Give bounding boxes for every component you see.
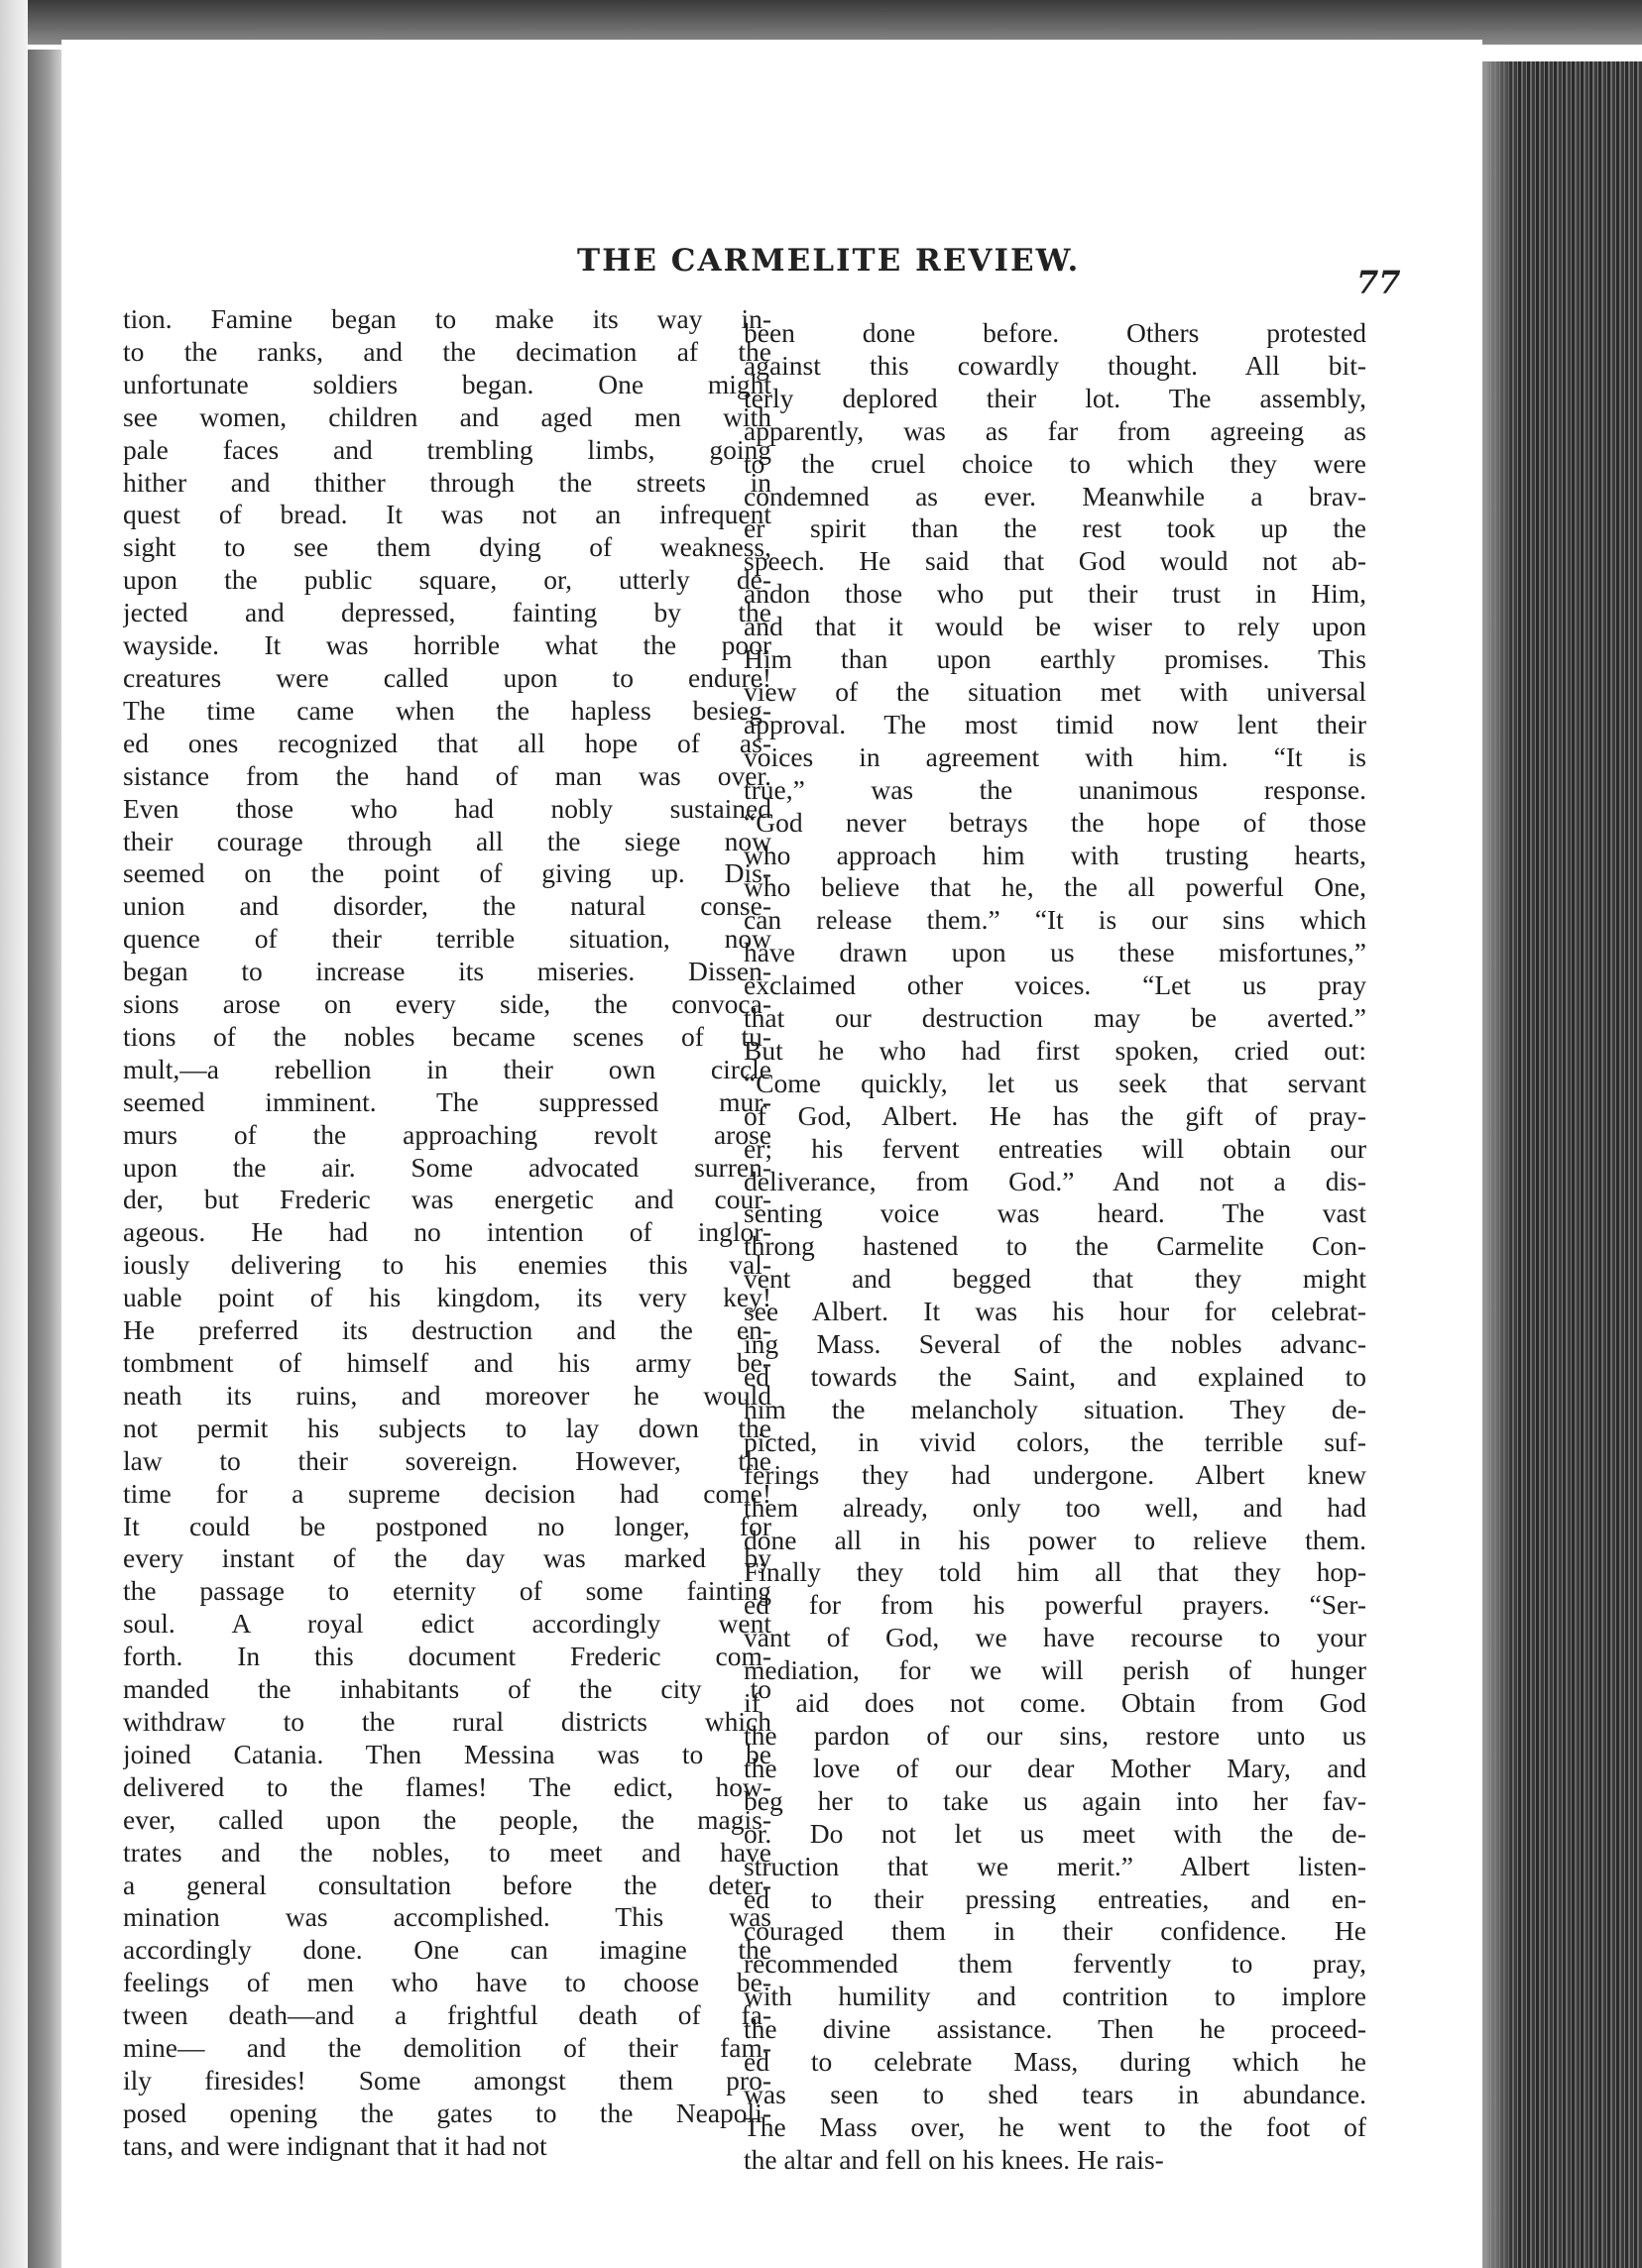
book-binding-edge: [28, 50, 61, 2268]
text-line: delivered to the flames! The edict, how-: [123, 1770, 771, 1802]
text-line: tans, and were indignant that it had not: [123, 2129, 547, 2161]
text-line: who approach him with trusting hearts,: [744, 839, 1366, 870]
text-line: terly deplored their lot. The assembly,: [744, 382, 1366, 413]
text-line: the altar and fell on his knees. He rais-: [744, 2143, 1164, 2175]
text-line: tombment of himself and his army be-: [123, 1347, 771, 1378]
text-line: mine— and the demolition of their fam-: [123, 2032, 771, 2064]
running-head: THE CARMELITE REVIEW.: [577, 243, 1081, 279]
text-line: uable point of his kingdom, its very key!: [123, 1282, 771, 1313]
text-line: throng hastened to the Carmelite Con-: [744, 1230, 1366, 1262]
text-line: the divine assistance. Then he proceed-: [744, 2013, 1366, 2045]
text-line: der, but Frederic was energetic and cour-: [123, 1184, 771, 1215]
book-page: [61, 40, 1482, 2268]
text-line: sions arose on every side, the convoca-: [123, 988, 771, 1020]
text-line: ed ones recognized that all hope of as-: [123, 727, 771, 758]
text-line: mination was accomplished. This was: [123, 1901, 771, 1933]
text-line: er; his fervent entreaties will obtain our: [744, 1132, 1366, 1164]
text-line: senting voice was heard. The vast: [744, 1197, 1366, 1229]
text-line: forth. In this document Frederic com-: [123, 1641, 771, 1672]
text-line: time for a supreme decision had come!: [123, 1477, 771, 1509]
text-line: began to increase its miseries. Dissen-: [123, 956, 771, 987]
text-line: speech. He said that God would not ab-: [744, 545, 1366, 577]
text-line: vant of God, we have recourse to your: [744, 1622, 1366, 1653]
text-line: approval. The most timid now lent their: [744, 708, 1366, 739]
text-line: deliverance, from God.” And not a dis-: [744, 1165, 1366, 1196]
text-line: who believe that he, the all powerful One,: [744, 871, 1366, 903]
text-line: andon those who put their trust in Him,: [744, 578, 1366, 610]
text-line: sistance from the hand of man was over.: [123, 759, 771, 791]
text-line: ing Mass. Several of the nobles advanc-: [744, 1328, 1366, 1360]
text-line: the passage to eternity of some fainting: [123, 1575, 771, 1607]
text-line: to the ranks, and the decimation af the: [123, 335, 771, 367]
text-line: joined Catania. Then Messina was to be: [123, 1738, 771, 1769]
text-line: law to their sovereign. However, the: [123, 1444, 771, 1476]
text-line: recommended them fervently to pray,: [744, 1948, 1366, 1980]
text-line: him the melancholy situation. They de-: [744, 1393, 1366, 1424]
right-text-column: [744, 317, 1366, 2177]
text-line: voices in agreement with him. “It is: [744, 740, 1366, 772]
text-line: picted, in vivid colors, the terrible suf-: [744, 1425, 1366, 1457]
text-line: done all in his power to relieve them.: [744, 1524, 1366, 1555]
page-number: 77: [1356, 264, 1401, 301]
text-line: sight to see them dying of weakness,: [123, 531, 771, 563]
text-line: trates and the nobles, to meet and have: [123, 1836, 771, 1868]
text-line: ed to their pressing entreaties, and en-: [744, 1882, 1366, 1914]
text-line: withdraw to the rural districts which: [123, 1705, 771, 1737]
text-line: can release them.” “It is our sins which: [744, 904, 1366, 936]
text-line: to the cruel choice to which they were: [744, 447, 1366, 479]
text-line: seemed imminent. The suppressed mur-: [123, 1085, 771, 1117]
text-line: ageous. He had no intention of inglor-: [123, 1216, 771, 1248]
text-line: or. Do not let us meet with the de-: [744, 1817, 1366, 1849]
text-line: view of the situation met with universal: [744, 675, 1366, 707]
text-line: hither and thither through the streets in: [123, 466, 771, 498]
text-line: upon the public square, or, utterly de-: [123, 564, 771, 596]
text-line: Even those who had nobly sustained: [123, 792, 771, 824]
text-line: manded the inhabitants of the city to: [123, 1673, 771, 1705]
text-line: ferings they had undergone. Albert knew: [744, 1458, 1366, 1490]
text-line: mult,—a rebellion in their own circle: [123, 1053, 771, 1084]
text-line: It could be postponed no longer, for: [123, 1510, 771, 1541]
text-line: “God never betrays the hope of those: [744, 806, 1366, 838]
scan-left-margin: [0, 0, 28, 2268]
text-line: upon the air. Some advocated surren-: [123, 1151, 771, 1183]
text-line: struction that we merit.” Albert listen-: [744, 1850, 1366, 1881]
text-line: ed for from his powerful prayers. “Ser-: [744, 1589, 1366, 1621]
text-line: their courage through all the siege now: [123, 825, 771, 856]
text-line: murs of the approaching revolt arose: [123, 1118, 771, 1150]
page-edge-shadow: [1482, 61, 1512, 2268]
text-line: was seen to shed tears in abundance.: [744, 2078, 1366, 2109]
text-line: The Mass over, he went to the foot of: [744, 2110, 1366, 2142]
text-line: see Albert. It was his hour for celebrat-: [744, 1296, 1366, 1327]
text-line: been done before. Others protested: [744, 317, 1366, 348]
text-line: er spirit than the rest took up the: [744, 512, 1366, 544]
text-line: He preferred its destruction and the en-: [123, 1314, 771, 1346]
text-line: quest of bread. It was not an infrequent: [123, 499, 771, 530]
text-line: wayside. It was horrible what the poor: [123, 629, 771, 661]
text-line: But he who had first spoken, cried out:: [744, 1034, 1366, 1066]
text-line: pale faces and trembling limbs, going: [123, 433, 771, 465]
text-line: union and disorder, the natural conse-: [123, 890, 771, 922]
text-line: a general consultation before the deter-: [123, 1869, 771, 1900]
text-line: against this cowardly thought. All bit-: [744, 349, 1366, 381]
text-line: of God, Albert. He has the gift of pray-: [744, 1099, 1366, 1131]
text-line: posed opening the gates to the Neapoli-: [123, 2097, 771, 2128]
text-line: with humility and contrition to implore: [744, 1981, 1366, 2012]
text-line: vent and begged that they might: [744, 1263, 1366, 1295]
text-line: iously delivering to his enemies this val-: [123, 1249, 771, 1281]
text-line: soul. A royal edict accordingly went: [123, 1608, 771, 1640]
text-line: the love of our dear Mother Mary, and: [744, 1752, 1366, 1783]
text-line: see women, children and aged men with: [123, 400, 771, 432]
text-line: exclaimed other voices. “Let us pray: [744, 969, 1366, 1001]
text-line: true,” was the unanimous response.: [744, 773, 1366, 805]
text-line: couraged them in their confidence. He: [744, 1915, 1366, 1947]
text-line: that our destruction may be averted.”: [744, 1002, 1366, 1034]
text-line: tween death—and a frightful death of fa-: [123, 1999, 771, 2031]
text-line: unfortunate soldiers began. One might: [123, 368, 771, 399]
text-line: quence of their terrible situation, now: [123, 923, 771, 955]
text-line: apparently, was as far from agreeing as: [744, 414, 1366, 446]
text-line: The time came when the hapless besieg-: [123, 694, 771, 726]
text-line: seemed on the point of giving up. Dis-: [123, 857, 771, 889]
text-line: Finally they told him all that they hop-: [744, 1556, 1366, 1588]
text-line: not permit his subjects to lay down the: [123, 1412, 771, 1443]
text-line: beg her to take us again into her fav-: [744, 1784, 1366, 1816]
text-line: every instant of the day was marked by: [123, 1542, 771, 1574]
text-line: tions of the nobles became scenes of tu-: [123, 1020, 771, 1052]
text-line: condemned as ever. Meanwhile a brav-: [744, 480, 1366, 511]
text-line: ed towards the Saint, and explained to: [744, 1361, 1366, 1392]
text-line: have drawn upon us these misfortunes,”: [744, 937, 1366, 968]
text-line: jected and depressed, fainting by the: [123, 597, 771, 628]
text-line: the pardon of our sins, restore unto us: [744, 1719, 1366, 1751]
text-line: ily firesides! Some amongst them pro-: [123, 2064, 771, 2096]
text-line: them already, only too well, and had: [744, 1491, 1366, 1523]
text-line: if aid does not come. Obtain from God: [744, 1687, 1366, 1719]
text-line: feelings of men who have to choose be-: [123, 1967, 771, 1998]
text-line: ed to celebrate Mass, during which he: [744, 2046, 1366, 2078]
text-line: ever, called upon the people, the magis-: [123, 1803, 771, 1835]
text-line: mediation, for we will perish of hunger: [744, 1654, 1366, 1686]
text-line: and that it would be wiser to rely upon: [744, 611, 1366, 642]
text-line: tion. Famine began to make its way in-: [123, 303, 771, 334]
text-line: creatures were called upon to endure!: [123, 661, 771, 693]
left-text-column: [123, 303, 771, 2163]
text-line: Him than upon earthly promises. This: [744, 643, 1366, 675]
text-line: “Come quickly, let us seek that servant: [744, 1067, 1366, 1098]
scan-top-border: [0, 0, 1642, 45]
text-line: accordingly done. One can imagine the: [123, 1934, 771, 1966]
text-line: neath its ruins, and moreover he would: [123, 1379, 771, 1411]
